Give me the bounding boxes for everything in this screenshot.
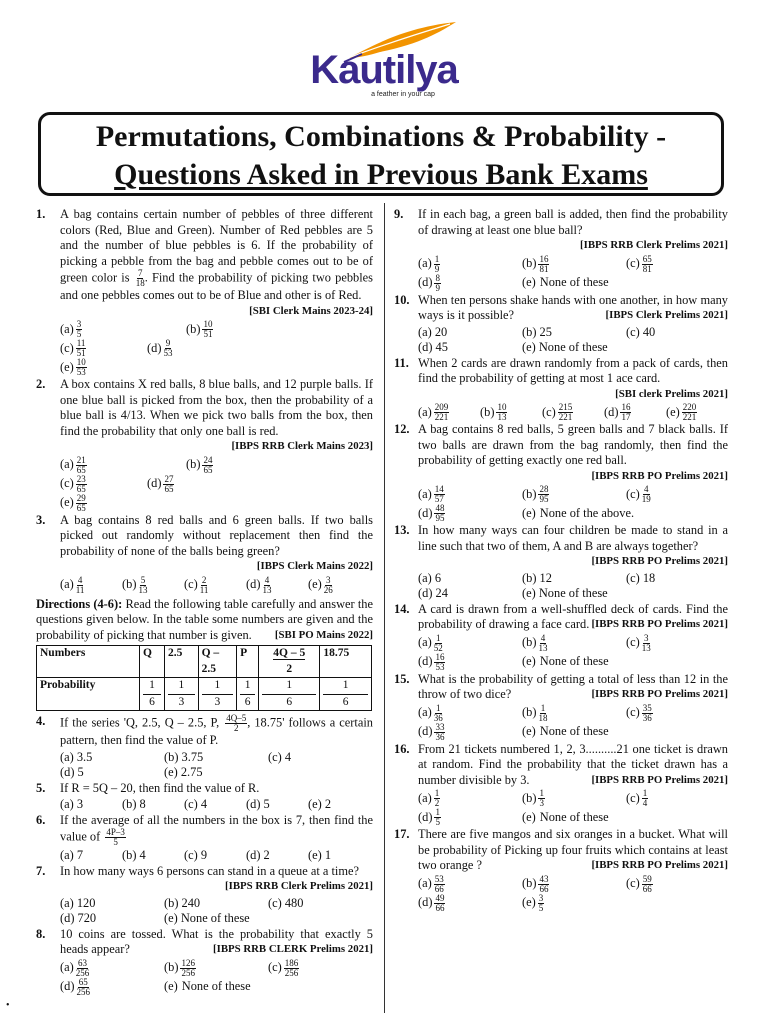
option: (e) None of these (522, 809, 609, 824)
fraction: $\frac{4}{19}$ (641, 484, 651, 504)
option: (e) None of these (522, 586, 608, 600)
option: (d) $\frac{16}{17}$ (604, 402, 631, 422)
exam-tag: [IBPS Clerk Prelims 2021] (605, 309, 728, 321)
fraction: $\frac{49}{66}$ (435, 892, 445, 913)
option: (d) $\frac{16}{53}$ (418, 651, 445, 672)
question-number: 12. (394, 422, 410, 436)
option: (b) $\frac{28}{95}$ (522, 484, 549, 504)
fraction: $\frac{186}{256}$ (284, 957, 299, 978)
question-text: What is the probability of getting a total of less than 12 in the throw of two dice? (418, 671, 728, 701)
exam-tag: [IBPS RRB Clerk Prelims 2021] (580, 239, 728, 251)
option: (b) $\frac{16}{81}$ (522, 253, 549, 274)
directions-text: Read the following table carefully and answer the questions given below. In the table some numbers are given and the probability of picking that number is given. (36, 596, 373, 642)
option: (d) $\frac{9}{53}$ (147, 338, 173, 358)
fraction: $\frac{14}{57}$ (434, 484, 444, 504)
fraction: $\frac{16}{17}$ (621, 402, 631, 422)
option: (a) $\frac{14}{57}$ (418, 484, 444, 504)
exam-tag: [IBPS RRB PO Prelims 2021] (591, 555, 728, 567)
exam-tag: [SBI Clerk Mains 2023-24] (249, 304, 373, 317)
question-number: 1. (36, 207, 46, 221)
fraction: $\frac{5}{13}$ (138, 574, 148, 595)
page-mark: • (6, 1000, 10, 1011)
fraction: $\frac{48}{95}$ (435, 503, 445, 523)
option: (a) $\frac{63}{256}$ (60, 957, 90, 978)
option: (b) $\frac{1}{18}$ (522, 702, 548, 723)
fraction: $\frac{59}{66}$ (642, 873, 652, 894)
fraction: $\frac{11}{51}$ (76, 338, 86, 358)
option: (c) $\frac{23}{65}$ (60, 473, 86, 494)
option: (c) $\frac{59}{66}$ (626, 873, 652, 894)
option: (b) 240 (164, 895, 201, 910)
table-cell: 1 3 (198, 678, 237, 711)
options (394, 634, 728, 672)
option: (c) 4 (184, 797, 208, 811)
question-text: When ten persons shake hands with one another, in how many ways is it possible? (418, 292, 728, 322)
fraction: $\frac{1}{9}$ (434, 253, 440, 274)
fraction: $\frac{53}{66}$ (434, 873, 444, 894)
exam-tag: [IBPS Clerk Mains 2022] (256, 560, 373, 572)
question-5 (36, 781, 373, 797)
fraction: $\frac{3}{5}$ (76, 319, 82, 339)
option: (d) $\frac{4}{13}$ (246, 574, 272, 595)
option: (a) 3 (60, 797, 84, 811)
table-header: Numbers (37, 646, 140, 678)
option: (e) $\frac{3}{26}$ (308, 574, 333, 595)
fraction: $\frac{10}{13}$ (497, 402, 507, 422)
options (394, 485, 728, 523)
option: (a) 3.5 (60, 749, 93, 764)
question-number: 15. (394, 671, 410, 686)
fraction: $\frac{215}{221}$ (558, 402, 573, 422)
option: (c) $\frac{35}{36}$ (626, 702, 652, 723)
question-text: From 21 tickets numbered 1, 2, 3..........21 one ticket is drawn at random. Find the probability that the ticket drawn has a number divisible by 3. (418, 741, 728, 787)
question-text: A bag contains 8 red balls and 6 green balls. If two balls picked out randomly without replacement then find the probability of none of the balls being green? (60, 512, 373, 558)
fraction: $\frac{3}{13}$ (641, 632, 651, 653)
option: (b) 12 (522, 570, 552, 585)
question-text: A box contains X red balls, 8 blue balls, and 12 purple balls. If one blue ball is picked from the box, then the probability of a blue ball is 4/13. When we pick two balls from the box, then find the probability that only one ball is red. (60, 377, 373, 438)
option: (a) 7 (60, 848, 84, 862)
table-cell: 18.75 (320, 646, 372, 678)
option: (c) 18 (626, 570, 656, 585)
question-14 (394, 602, 728, 633)
options (36, 797, 373, 813)
question-13 (394, 523, 728, 570)
question-11 (394, 356, 728, 403)
exam-tag: [IBPS RRB PO Prelims 2021] (591, 688, 728, 700)
option: (b) $\frac{126}{256}$ (164, 957, 195, 978)
fraction: $\frac{63}{256}$ (75, 957, 90, 978)
option: (e) None of these (522, 654, 609, 669)
fraction: $\frac{4P-3}{5}$ (106, 827, 125, 847)
question-number: 7. (36, 863, 46, 878)
question-12 (394, 422, 728, 484)
option: (a) $\frac{21}{65}$ (60, 454, 86, 475)
column-divider (384, 203, 385, 1013)
page-title (38, 112, 724, 196)
table-cell: 1 6 (320, 678, 372, 711)
option: (e) None of these (522, 724, 609, 739)
question-number: 4. (36, 714, 46, 728)
options (36, 848, 373, 864)
question-text: A bag contains 8 red balls, 5 green balls and 7 black balls. If two balls are drawn from the bag randomly, then find the probability of getting exactly one red ball. (418, 422, 728, 467)
kautilya-logo (0, 0, 768, 108)
option: (a) $\frac{3}{5}$ (60, 319, 82, 339)
option: (a) $\frac{4}{11}$ (60, 574, 85, 595)
question-17 (394, 827, 728, 874)
fraction: $\frac{1}{4}$ (642, 788, 648, 808)
table-cell: P (237, 646, 259, 678)
option: (d) $\frac{1}{5}$ (418, 807, 440, 827)
options (36, 576, 373, 595)
exam-tag: [IBPS RRB Clerk Prelims 2021] (225, 880, 373, 892)
question-text: If the average of all the numbers in the box is 7, then find the value of (60, 812, 373, 844)
table-row (37, 678, 372, 711)
exam-tag: [IBPS RRB PO Prelims 2021] (591, 618, 728, 630)
fraction: $\frac{1}{52}$ (433, 632, 443, 653)
question-number: 3. (36, 512, 46, 527)
question-3 (36, 513, 373, 575)
fraction: $\frac{28}{95}$ (539, 484, 549, 504)
question-text: In how many ways 6 persons can stand in a queue at a time? (60, 863, 360, 878)
fraction: $\frac{1}{3}$ (539, 788, 544, 808)
question-number: 17. (394, 827, 410, 841)
option: (c) $\frac{2}{11}$ (184, 574, 209, 595)
option: (a) $\frac{1}{52}$ (418, 632, 443, 653)
option: (a) $\frac{53}{66}$ (418, 873, 444, 894)
option: (d) $\frac{48}{95}$ (418, 503, 445, 523)
option: (e) $\frac{220}{221}$ (666, 402, 697, 422)
fraction: $\frac{9}{53}$ (163, 338, 173, 358)
question-text: A card is drawn from a well-shuffled deck of cards. Find the probability of drawing a face card. (418, 601, 728, 631)
options (394, 403, 728, 422)
option: (e) $\frac{10}{53}$ (60, 357, 86, 377)
fraction: $\frac{35}{36}$ (642, 702, 652, 723)
exam-tag: [SBI PO Mains 2022] (274, 628, 373, 641)
option: (d) 2 (246, 848, 270, 862)
fraction: $\frac{4}{11}$ (75, 574, 85, 595)
option: (e) $\frac{29}{65}$ (60, 492, 86, 513)
options (36, 456, 373, 513)
fraction: $\frac{23}{65}$ (76, 473, 86, 494)
fraction: $\frac{4}{13}$ (538, 632, 548, 653)
table-cell: 1 6 (237, 678, 259, 711)
options (394, 255, 728, 293)
fraction: $\frac{10}{53}$ (76, 357, 86, 377)
exam-tag: [IBPS RRB CLERK Prelims 2021] (213, 943, 373, 955)
option: (e) 1 (308, 848, 332, 862)
exam-tag: [IBPS RRB PO Prelims 2021] (591, 469, 728, 482)
option: (e) None of these (164, 911, 250, 925)
option: (d) 720 (60, 911, 97, 925)
table-row (37, 646, 372, 678)
question-number: 9. (394, 207, 404, 221)
option: (d) 5 (246, 797, 270, 811)
table-cell: 4Q – 5 2 (259, 646, 320, 678)
option: (a) $\frac{209}{221}$ (418, 402, 449, 422)
option: (a) 120 (60, 895, 96, 910)
table-cell: Q (140, 646, 165, 678)
question-text: If R = 5Q – 20, then find the value of R. (60, 780, 260, 795)
option: (b) $\frac{5}{13}$ (122, 574, 148, 595)
option: (a) $\frac{1}{2}$ (418, 788, 440, 808)
option: (c) $\frac{186}{256}$ (268, 957, 299, 978)
option: (c) $\frac{3}{13}$ (626, 632, 651, 653)
fraction: $\frac{2}{11}$ (199, 574, 209, 595)
option: (a) 20 (418, 324, 448, 339)
option: (b) 3.75 (164, 749, 204, 764)
fraction: $\frac{7}{18}$ (135, 268, 145, 288)
fraction: $\frac{24}{65}$ (203, 454, 213, 475)
option: (a) $\frac{1}{9}$ (418, 253, 440, 274)
fraction: $\frac{8}{9}$ (435, 272, 440, 293)
option: (b) $\frac{4}{13}$ (522, 632, 548, 653)
option: (d) $\frac{49}{66}$ (418, 892, 445, 913)
options (36, 896, 373, 927)
question-8 (36, 927, 373, 958)
question-number: 2. (36, 377, 46, 391)
options (394, 789, 728, 827)
option: (c) 480 (268, 895, 304, 910)
exam-tag: [SBI clerk Prelims 2021] (615, 387, 728, 400)
options (36, 959, 373, 997)
fraction: $\frac{29}{65}$ (76, 492, 86, 513)
option: (b) $\frac{24}{65}$ (186, 454, 213, 475)
question-number: 10. (394, 292, 410, 307)
brand-tagline: a feather in your cap (371, 91, 435, 98)
exam-tag: [IBPS RRB Clerk Mains 2023] (231, 440, 373, 452)
directions-label: Directions (4-6): (36, 596, 123, 611)
option: (c) $\frac{11}{51}$ (60, 338, 86, 358)
fraction: $\frac{33}{36}$ (435, 721, 445, 742)
question-6 (36, 813, 373, 848)
option: (d) $\frac{65}{256}$ (60, 976, 90, 997)
fraction: $\frac{16}{53}$ (435, 651, 445, 672)
brand-name: Kautilya (310, 48, 458, 92)
fraction: $\frac{43}{66}$ (539, 873, 549, 894)
question-number: 6. (36, 812, 46, 827)
title-line-1: Permutations, Combinations & Probability - (95, 120, 667, 153)
option: (d) 24 (418, 586, 448, 600)
question-text: 10 coins are tossed. What is the probability that exactly 5 heads appear? (60, 926, 373, 956)
option: (e) $\frac{3}{5}$ (522, 892, 544, 913)
fraction: $\frac{1}{18}$ (538, 702, 548, 723)
directions (36, 597, 373, 644)
left-column (36, 207, 373, 997)
option: (d) $\frac{8}{9}$ (418, 272, 440, 293)
fraction: $\frac{209}{221}$ (434, 402, 449, 422)
option: (c) 4 (268, 749, 292, 764)
fraction: $\frac{3}{26}$ (323, 574, 333, 595)
fraction: $\frac{3}{5}$ (538, 892, 544, 913)
option: (b) 4 (122, 848, 146, 862)
options (394, 875, 728, 913)
question-number: 13. (394, 523, 410, 537)
option: (e) 2.75 (164, 765, 203, 779)
option: (b) $\frac{1}{3}$ (522, 788, 544, 808)
question-number: 16. (394, 741, 410, 756)
table-cell: 1 6 (259, 678, 320, 711)
right-column (394, 207, 728, 913)
question-9 (394, 207, 728, 254)
option: (b) 25 (522, 324, 552, 339)
option: (d) 5 (60, 765, 84, 779)
fraction: $\frac{21}{65}$ (76, 454, 86, 475)
question-text: A bag contains certain number of pebbles of three different colors (Red, Blue and Green). Number of Red pebbles are 5 and the number of blue pebbles is 6. If the probability of picking a pebble from the bag and pebble comes out to be of green color is (60, 207, 373, 285)
table-cell: Q – 2.5 (198, 646, 237, 678)
table-cell: 1 6 (140, 678, 165, 711)
fraction: $\frac{4}{13}$ (262, 574, 272, 595)
options (36, 320, 373, 377)
question-text-cont: . Find the probability of picking two pebbles and one pebbles comes out to be of Blue and other is of Red. (60, 270, 373, 302)
option: (c) $\frac{65}{81}$ (626, 253, 652, 274)
question-4 (36, 714, 373, 749)
question-10 (394, 293, 728, 324)
option: (b) $\frac{10}{13}$ (480, 402, 507, 422)
exam-tag: [IBPS RRB PO Prelims 2021] (591, 773, 728, 786)
question-number: 5. (36, 780, 46, 795)
option: (e) None of these (522, 340, 608, 354)
fraction: $\frac{65}{256}$ (76, 976, 90, 997)
fraction: $\frac{1}{2}$ (434, 788, 440, 808)
table-header: Probability (37, 678, 140, 711)
option: (e) None of these (164, 979, 251, 994)
question-number: 11. (394, 355, 409, 370)
options (36, 750, 373, 781)
question-text: When 2 cards are drawn randomly from a pack of cards, then find the probability of getting at most 1 ace card. (418, 355, 728, 385)
option: (c) $\frac{215}{221}$ (542, 402, 573, 422)
option: (e) 2 (308, 797, 332, 811)
option: (c) 40 (626, 324, 656, 339)
exam-tag: [IBPS RRB PO Prelims 2021] (591, 859, 728, 871)
title-line-2: Questions Asked in Previous Bank Exams (114, 158, 648, 191)
question-text-cont: , 18.75' follows a certain pattern, then find the value of P. (60, 715, 373, 747)
question-2 (36, 377, 373, 455)
fraction: $\frac{220}{221}$ (682, 402, 697, 422)
fraction: $\frac{16}{81}$ (539, 253, 549, 274)
question-text: In how many ways can four children be made to stand in a line such that two of them, A and B are always together? (418, 523, 728, 553)
fraction: $\frac{1}{5}$ (435, 807, 440, 827)
option: (c) 9 (184, 848, 208, 862)
fraction: $\frac{126}{256}$ (181, 957, 195, 978)
option: (b) $\frac{10}{51}$ (186, 319, 213, 339)
data-table (36, 645, 372, 711)
question-1 (36, 207, 373, 319)
fraction: $\frac{4Q-5}{2}$ (226, 713, 247, 733)
fraction: $\frac{65}{81}$ (642, 253, 652, 274)
option: (c) $\frac{1}{4}$ (626, 788, 648, 808)
option: (d) 45 (418, 340, 448, 354)
options (394, 325, 728, 356)
question-number: 14. (394, 601, 410, 616)
table-cell: 2.5 (165, 646, 199, 678)
fraction: $\frac{1}{36}$ (433, 702, 443, 723)
options (394, 571, 728, 602)
option: (a) $\frac{1}{36}$ (418, 702, 443, 723)
fraction: $\frac{10}{51}$ (203, 319, 213, 339)
question-text: If the series 'Q, 2.5, Q – 2.5, P, (60, 715, 220, 730)
option: (d) $\frac{33}{36}$ (418, 721, 445, 742)
option: (d) $\frac{27}{65}$ (147, 473, 174, 494)
question-16 (394, 742, 728, 789)
question-number: 8. (36, 926, 46, 941)
option: (e) None of these (522, 275, 609, 290)
question-text: There are five mangos and six oranges in a bucket. What will be probability of Picking up four fruits which contains at least two orange ? (418, 827, 728, 872)
fraction: $\frac{27}{65}$ (164, 473, 174, 494)
question-15 (394, 672, 728, 703)
option: (b) $\frac{43}{66}$ (522, 873, 549, 894)
option: (e) None of the above. (522, 505, 635, 520)
option: (b) 8 (122, 797, 146, 811)
option: (c) $\frac{4}{19}$ (626, 484, 651, 504)
question-text: If in each bag, a green ball is added, then find the probability of drawing at least one blue ball? (418, 207, 728, 237)
table-cell: 1 3 (165, 678, 199, 711)
option: (a) 6 (418, 570, 442, 585)
options (394, 704, 728, 742)
question-7 (36, 864, 373, 895)
